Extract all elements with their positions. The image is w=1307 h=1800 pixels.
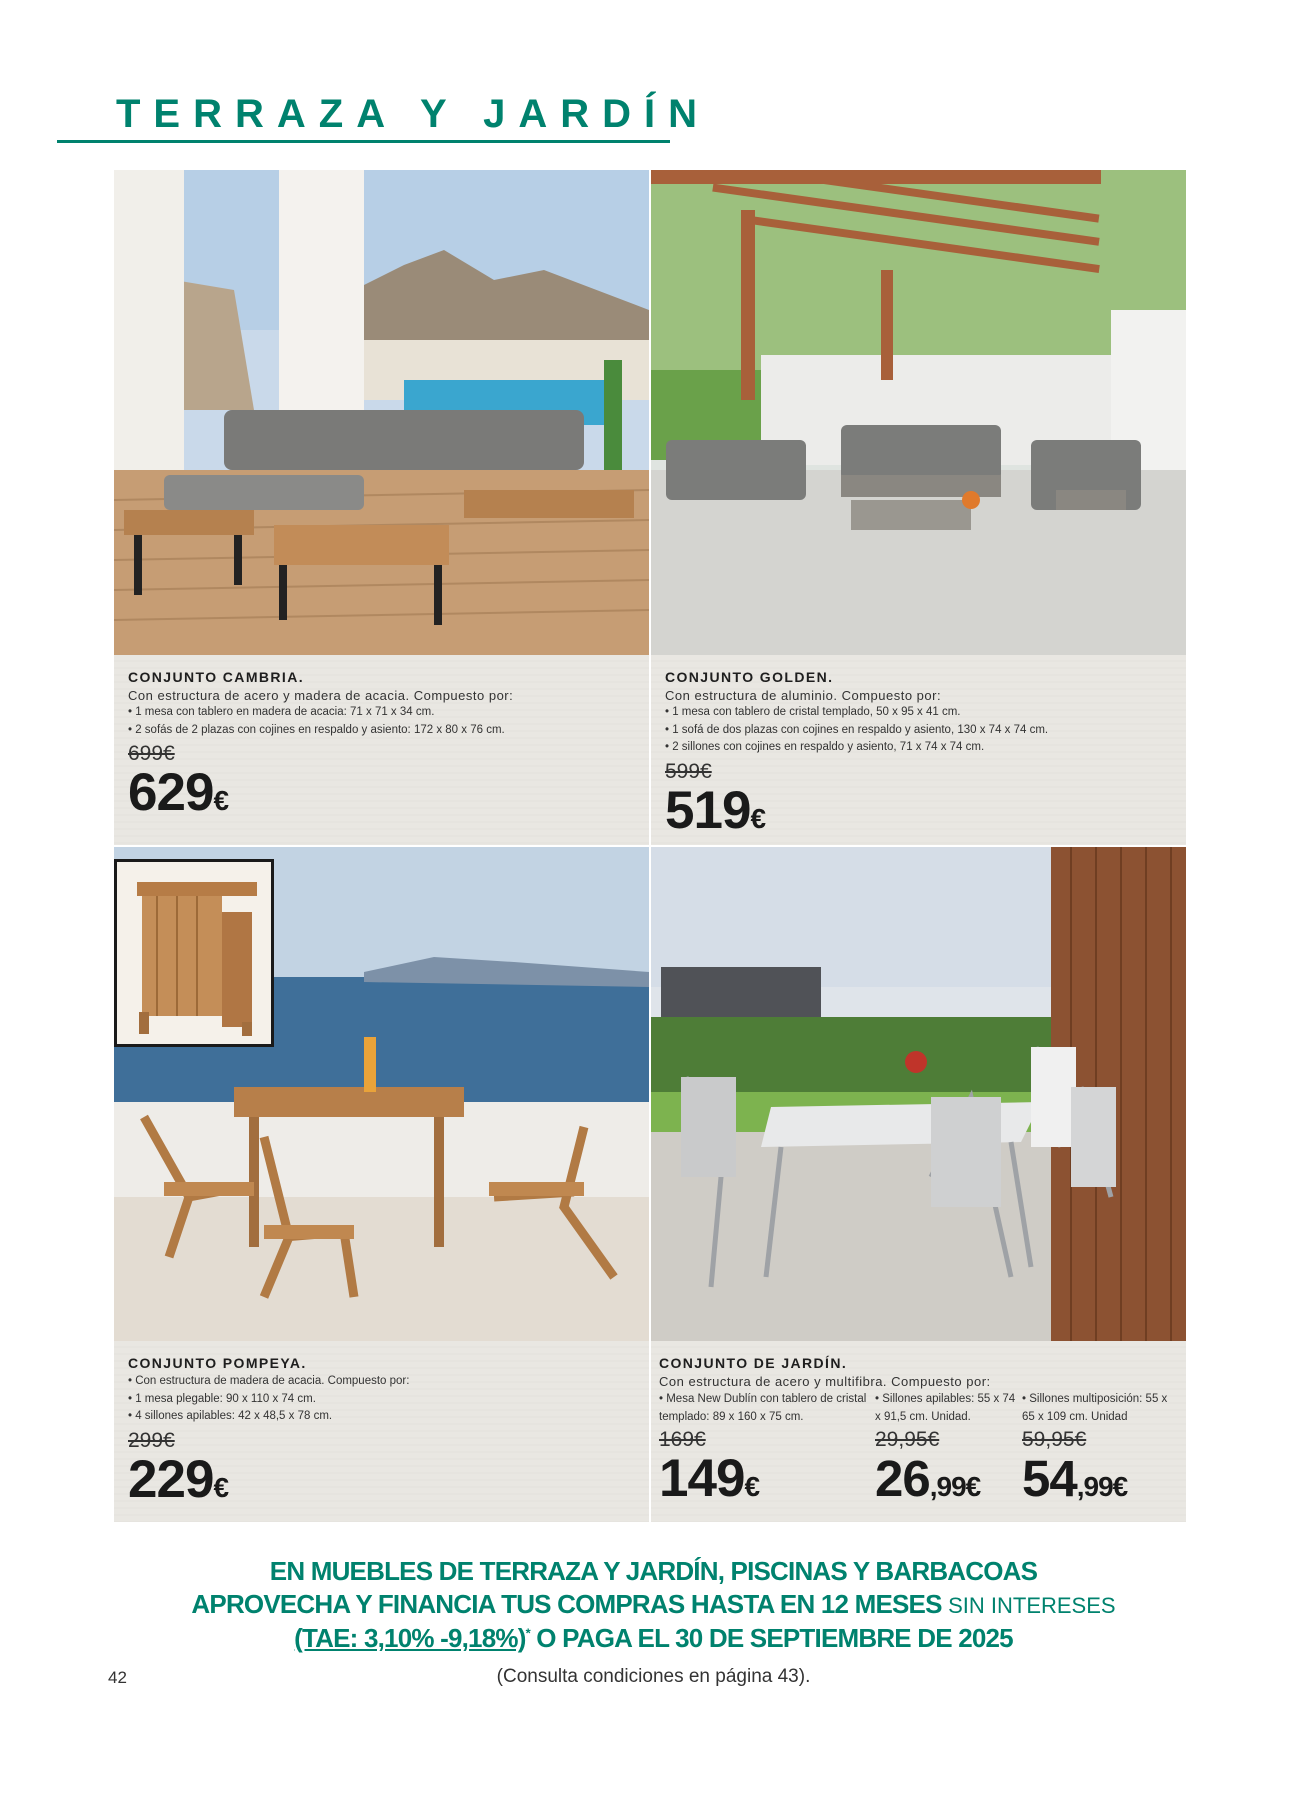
product-card-cambria[interactable] <box>114 170 649 845</box>
product-name: CONJUNTO CAMBRIA. <box>128 669 304 685</box>
product-info-cambria <box>114 655 649 845</box>
item-spec: • Sillones multiposición: 55 x 65 x 109 cm. Unidad <box>1022 1393 1168 1423</box>
item-spec: • Sillones apilables: 55 x 74 x 91,5 cm. Unidad. <box>875 1393 1016 1423</box>
price-currency: € <box>1112 1471 1128 1502</box>
product-description: Con estructura de acero y madera de acacia. Compuesto por: <box>128 688 514 703</box>
product-name: CONJUNTO DE JARDÍN. <box>659 1355 848 1371</box>
product-description: Con estructura de aluminio. Compuesto por: <box>665 688 942 703</box>
price-currency: € <box>213 1471 229 1503</box>
product-spec-line: • 1 sofá de dos plazas con cojines en respaldo y asiento, 130 x 74 x 74 cm. <box>665 723 1049 736</box>
product-description: Con estructura de acero y multifibra. Compuesto por: <box>659 1374 991 1389</box>
product-spec-line: • Con estructura de madera de acacia. Compuesto por: <box>128 1375 410 1387</box>
promo-pay-date: O PAGA EL 30 DE SEPTIEMBRE DE 2025 <box>529 1623 1013 1653</box>
price-amount: 519 <box>665 780 751 840</box>
item-stackable-chair <box>875 1391 1021 1514</box>
promo-line-2 <box>0 1589 1307 1620</box>
product-card-golden[interactable] <box>651 170 1186 845</box>
old-price: 699€ <box>128 742 175 765</box>
product-items <box>659 1391 1184 1511</box>
product-photo-golden <box>651 170 1186 655</box>
price-currency: € <box>965 1471 981 1502</box>
folding-table-inset-photo <box>114 859 274 1047</box>
price-amount: 54 <box>1022 1450 1077 1507</box>
product-spec-line: • 1 mesa con tablero en madera de acacia: 71 x 71 x 34 cm. <box>128 706 435 718</box>
product-card-pompeya[interactable] <box>114 847 649 1522</box>
page-number: 42 <box>108 1668 127 1687</box>
product-info-golden <box>651 655 1186 845</box>
product-spec-line: • 2 sillones con cojines en respaldo y asiento, 71 x 74 x 74 cm. <box>665 741 985 753</box>
product-photo-jardin <box>651 847 1186 1341</box>
price-decimals: ,99 <box>1076 1471 1113 1502</box>
price-amount: 229 <box>128 1449 214 1509</box>
item-spec: • Mesa New Dublín con tablero de cristal templado: 89 x 160 x 75 cm. <box>659 1393 867 1423</box>
conditions-note: (Consulta condiciones en página 43). <box>496 1666 811 1687</box>
current-price <box>1022 1452 1182 1514</box>
current-price <box>128 763 635 828</box>
product-spec-line: • 4 sillones apilables: 42 x 48,5 x 78 cm. <box>128 1410 333 1422</box>
product-spec-line: • 1 mesa plegable: 90 x 110 x 74 cm. <box>128 1392 316 1405</box>
price-decimals: ,99 <box>929 1471 966 1502</box>
price-amount: 149 <box>659 1449 745 1508</box>
product-spec-line: • 1 mesa con tablero de cristal templado, 50 x 95 x 41 cm. <box>665 706 961 718</box>
product-name: CONJUNTO GOLDEN. <box>665 669 834 685</box>
current-price <box>659 1449 874 1514</box>
item-table <box>659 1391 874 1514</box>
product-info-pompeya <box>114 1341 649 1522</box>
tae-link[interactable]: (TAE: 3,10% -9,18%) <box>294 1623 526 1653</box>
price-currency: € <box>750 802 766 834</box>
old-price: 169€ <box>659 1428 706 1451</box>
title-underline <box>57 140 670 143</box>
product-spec-line: • 2 sofás de 2 plazas con cojines en respaldo y asiento: 172 x 80 x 76 cm. <box>128 723 505 736</box>
product-photo-cambria <box>114 170 649 655</box>
old-price: 299€ <box>128 1428 175 1452</box>
item-reclining-chair <box>1022 1391 1182 1514</box>
price-currency: € <box>213 785 229 816</box>
promo-no-interest: SIN INTERESES <box>948 1593 1116 1618</box>
section-title: TERRAZA Y JARDÍN <box>116 92 710 136</box>
current-price <box>875 1452 1021 1514</box>
old-price: 59,95€ <box>1022 1428 1087 1451</box>
price-currency: € <box>744 1471 760 1502</box>
old-price: 29,95€ <box>875 1428 940 1451</box>
promo-financing: APROVECHA Y FINANCIA TUS COMPRAS HASTA EN 12 MESES <box>191 1589 942 1619</box>
price-amount: 26 <box>875 1450 930 1507</box>
current-price <box>128 1449 635 1515</box>
old-price: 599€ <box>665 759 712 783</box>
product-card-jardin[interactable] <box>651 847 1186 1522</box>
price-amount: 629 <box>128 763 214 822</box>
promo-line-1: EN MUEBLES DE TERRAZA Y JARDÍN, PISCINAS Y BARBACOAS <box>269 1556 1038 1586</box>
promo-line-3 <box>0 1623 1307 1654</box>
product-name: CONJUNTO POMPEYA. <box>128 1355 307 1371</box>
footnote-asterisk: * <box>525 1625 530 1641</box>
product-info-jardin <box>651 1341 1186 1522</box>
current-price <box>665 780 1172 846</box>
